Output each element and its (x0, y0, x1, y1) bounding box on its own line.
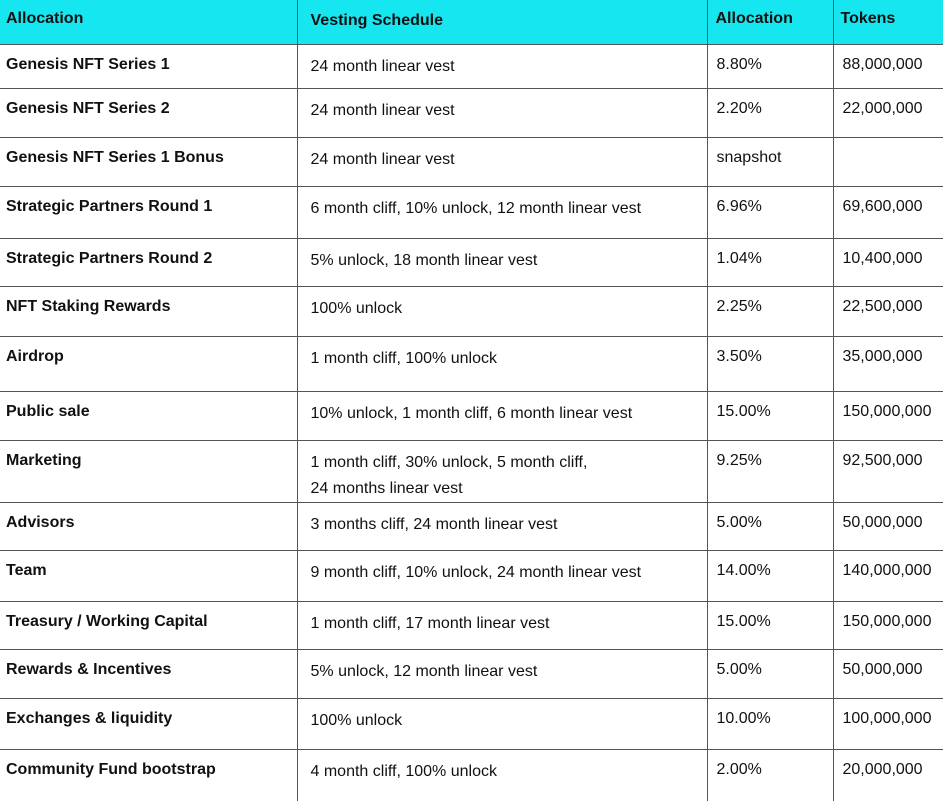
allocation-percent-cell: snapshot (707, 137, 833, 186)
allocation-percent-cell: 8.80% (707, 44, 833, 88)
vesting-schedule-cell: 6 month cliff, 10% unlock, 12 month linear vest (297, 186, 707, 238)
tokens-cell: 69,600,000 (833, 186, 943, 238)
tokens-cell: 10,400,000 (833, 238, 943, 286)
allocation-name-cell: Advisors (0, 502, 297, 550)
tokens-cell: 50,000,000 (833, 649, 943, 698)
allocation-name-cell: Genesis NFT Series 1 (0, 44, 297, 88)
tokens-cell: 50,000,000 (833, 502, 943, 550)
header-allocation-percent: Allocation (707, 0, 833, 44)
allocation-name-cell: Team (0, 550, 297, 601)
vesting-schedule-cell: 9 month cliff, 10% unlock, 24 month linear vest (297, 550, 707, 601)
allocation-percent-cell: 15.00% (707, 391, 833, 440)
allocation-name-cell: Airdrop (0, 336, 297, 391)
allocation-name-cell: Public sale (0, 391, 297, 440)
allocation-name-cell: NFT Staking Rewards (0, 286, 297, 336)
table-row (0, 44, 943, 88)
allocation-name-cell: Community Fund bootstrap (0, 749, 297, 801)
table-row (0, 649, 943, 698)
tokens-cell: 22,500,000 (833, 286, 943, 336)
header-tokens: Tokens (833, 0, 943, 44)
table-row (0, 601, 943, 649)
table-body (0, 44, 943, 801)
tokens-cell: 140,000,000 (833, 550, 943, 601)
allocation-percent-cell: 3.50% (707, 336, 833, 391)
table-row (0, 749, 943, 801)
allocation-percent-cell: 1.04% (707, 238, 833, 286)
allocation-percent-cell: 2.00% (707, 749, 833, 801)
tokens-cell (833, 137, 943, 186)
tokens-cell: 88,000,000 (833, 44, 943, 88)
vesting-schedule-cell: 5% unlock, 12 month linear vest (297, 649, 707, 698)
allocation-name-cell: Genesis NFT Series 1 Bonus (0, 137, 297, 186)
table-row (0, 186, 943, 238)
allocation-name-cell: Genesis NFT Series 2 (0, 88, 297, 137)
tokens-cell: 35,000,000 (833, 336, 943, 391)
vesting-schedule-cell: 3 months cliff, 24 month linear vest (297, 502, 707, 550)
table-row (0, 550, 943, 601)
allocation-percent-cell: 9.25% (707, 440, 833, 502)
allocation-percent-cell: 14.00% (707, 550, 833, 601)
vesting-schedule-cell: 100% unlock (297, 698, 707, 749)
table-row (0, 391, 943, 440)
vesting-schedule-cell: 10% unlock, 1 month cliff, 6 month linear vest (297, 391, 707, 440)
allocation-name-cell: Strategic Partners Round 2 (0, 238, 297, 286)
tokens-cell: 150,000,000 (833, 391, 943, 440)
allocation-name-cell: Marketing (0, 440, 297, 502)
tokens-cell: 92,500,000 (833, 440, 943, 502)
allocation-percent-cell: 2.25% (707, 286, 833, 336)
table-row (0, 440, 943, 502)
allocation-percent-cell: 5.00% (707, 502, 833, 550)
table-row (0, 336, 943, 391)
allocation-name-cell: Exchanges & liquidity (0, 698, 297, 749)
tokens-cell: 100,000,000 (833, 698, 943, 749)
header-row (0, 0, 943, 44)
allocation-percent-cell: 6.96% (707, 186, 833, 238)
allocation-percent-cell: 5.00% (707, 649, 833, 698)
vesting-schedule-cell: 24 month linear vest (297, 88, 707, 137)
allocation-name-cell: Treasury / Working Capital (0, 601, 297, 649)
tokens-cell: 22,000,000 (833, 88, 943, 137)
vesting-schedule-cell: 100% unlock (297, 286, 707, 336)
allocation-name-cell: Rewards & Incentives (0, 649, 297, 698)
header-allocation: Allocation (0, 0, 297, 44)
header-vesting-schedule: Vesting Schedule (297, 0, 707, 44)
table-row (0, 502, 943, 550)
table-row (0, 88, 943, 137)
allocation-percent-cell: 15.00% (707, 601, 833, 649)
vesting-schedule-cell: 4 month cliff, 100% unlock (297, 749, 707, 801)
vesting-schedule-cell: 1 month cliff, 17 month linear vest (297, 601, 707, 649)
vesting-schedule-cell: 5% unlock, 18 month linear vest (297, 238, 707, 286)
table-header (0, 0, 943, 44)
vesting-schedule-cell: 1 month cliff, 30% unlock, 5 month cliff, 24 months linear vest (297, 440, 707, 502)
table-row (0, 137, 943, 186)
table-row (0, 286, 943, 336)
vesting-schedule-cell: 24 month linear vest (297, 44, 707, 88)
allocation-percent-cell: 10.00% (707, 698, 833, 749)
allocation-percent-cell: 2.20% (707, 88, 833, 137)
vesting-schedule-cell: 1 month cliff, 100% unlock (297, 336, 707, 391)
tokens-cell: 20,000,000 (833, 749, 943, 801)
table-row (0, 238, 943, 286)
allocation-name-cell: Strategic Partners Round 1 (0, 186, 297, 238)
table-row (0, 698, 943, 749)
vesting-schedule-cell: 24 month linear vest (297, 137, 707, 186)
tokens-cell: 150,000,000 (833, 601, 943, 649)
